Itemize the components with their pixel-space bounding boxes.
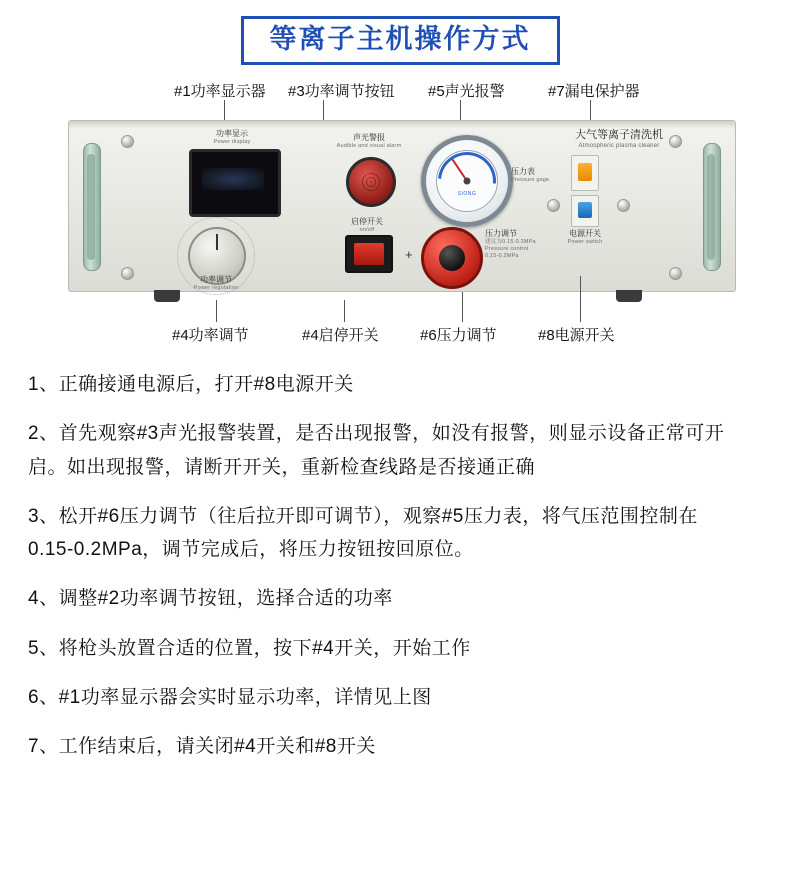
label-power-switch <box>555 229 615 246</box>
machine-brand-en: Atmospheric plasma cleaner <box>578 142 660 149</box>
step-text: 松开#6压力调节（往后拉开即可调节），观察#5压力表，将气压范围控制在 <box>58 505 698 527</box>
label-power-switch-cn: 电源开关 <box>569 229 601 238</box>
step-text: #1功率显示器会实时显示功率，详情见上图 <box>58 686 432 708</box>
machine-foot <box>154 290 180 302</box>
leader-line-8 <box>580 276 581 322</box>
leader-line-6 <box>462 292 463 322</box>
step-item <box>28 730 780 763</box>
start-stop-switch[interactable] <box>345 235 393 273</box>
callout-leakage-protector: #7漏电保护器 <box>548 83 640 100</box>
instruction-steps <box>28 368 780 779</box>
step-item <box>28 582 780 615</box>
callout-power-knob: #3功率调节按钮 <box>288 83 395 100</box>
label-power-regulation-cn: 功率调节 <box>200 275 232 284</box>
gauge-hub <box>464 178 471 185</box>
callout-alarm: #5声光报警 <box>428 83 505 100</box>
machine-foot <box>616 290 642 302</box>
callout-start-stop: #4启停开关 <box>302 327 379 344</box>
step-text-line2: 0.15-0.2MPa，调节完成后，将压力按钮按回原位。 <box>28 539 474 560</box>
label-alarm-cn: 声光警报 <box>353 133 385 142</box>
leakage-protector[interactable] <box>571 155 599 191</box>
pressure-gauge <box>421 135 513 227</box>
step-item <box>28 500 780 567</box>
callout-power-regulation: #4功率调节 <box>172 327 249 344</box>
callout-power-display: #1功率显示器 <box>174 83 266 100</box>
gauge-brand-label: SIONG <box>457 190 477 197</box>
display-glow <box>202 168 264 190</box>
label-power-display-cn: 功率显示 <box>216 129 248 138</box>
handle-left <box>83 143 101 271</box>
power-switch[interactable] <box>571 195 599 227</box>
power-switch-toggle[interactable] <box>578 202 592 218</box>
label-alarm-en: Audible and visual alarm <box>336 143 402 149</box>
chassis-top-edge <box>69 121 735 128</box>
screw-icon <box>121 135 134 148</box>
label-power-regulation <box>179 275 253 292</box>
screw-icon <box>121 267 134 280</box>
screw-icon <box>617 199 630 212</box>
title-container <box>0 16 800 65</box>
callout-power-switch: #8电源开关 <box>538 327 615 344</box>
step-text: 正确接通电源后，打开#8电源开关 <box>58 374 354 395</box>
leader-line-4power <box>216 300 217 322</box>
step-text: 将枪头放置合适的位置，按下#4开关，开始工作 <box>58 637 471 659</box>
machine-chassis <box>68 120 736 292</box>
label-power-switch-en: Power switch <box>567 239 603 245</box>
label-start-stop-en: on/off <box>359 227 375 233</box>
machine-brand <box>539 129 699 150</box>
label-pressure-gauge-cn: 压力表 <box>511 167 535 176</box>
label-start-stop <box>331 217 403 234</box>
step-number: 5、 <box>28 637 59 659</box>
label-power-display-en: Power display <box>213 139 251 145</box>
label-alarm <box>321 133 417 150</box>
step-item <box>28 681 780 714</box>
step-item <box>28 417 780 484</box>
machine-illustration <box>68 120 734 302</box>
handle-inner <box>707 154 715 260</box>
screw-icon <box>669 267 682 280</box>
label-start-stop-cn: 启停开关 <box>351 217 383 226</box>
step-number: 6、 <box>28 686 59 708</box>
step-text-line2: 启。如出现报警，请断开开关，重新检查线路是否接通正确 <box>28 456 536 478</box>
label-power-regulation-en: Power regulation <box>193 285 239 291</box>
screw-icon <box>547 199 560 212</box>
step-item <box>28 368 780 401</box>
leader-line-4switch <box>344 300 345 322</box>
label-pressure-gauge-en: Pressure gage <box>511 177 550 183</box>
step-number: 2、 <box>28 423 59 445</box>
step-text: 工作结束后，请关闭#4开关和#8开关 <box>58 736 376 757</box>
step-number: 3、 <box>28 505 59 527</box>
machine-brand-cn: 大气等离子清洗机 <box>575 129 663 141</box>
label-pressure-control-range: 0.15-0.2MPa <box>485 252 519 259</box>
callout-pressure-control: #6压力调节 <box>420 327 497 344</box>
label-pressure-gauge <box>511 167 573 184</box>
pressure-control-knob[interactable] <box>421 227 483 289</box>
step-text: 调整#2功率调节按钮，选择合适的功率 <box>58 588 393 610</box>
step-number: 7、 <box>28 736 59 757</box>
leakage-protector-toggle[interactable] <box>578 163 592 181</box>
power-display-screen <box>189 149 281 217</box>
audible-visual-alarm <box>346 157 396 207</box>
step-item <box>28 632 780 665</box>
handle-right <box>703 143 721 271</box>
label-pressure-control-cn: 压力调节 <box>485 229 517 238</box>
step-text: 首先观察#3声光报警装置，是否出现报警，如没有报警，则显示设备正常可开 <box>58 423 725 445</box>
step-number: 4、 <box>28 588 59 610</box>
label-pressure-control-en: Pressure control <box>485 245 529 252</box>
rocker-inner <box>354 243 384 265</box>
page-title: 等离子主机操作方式 <box>241 16 560 65</box>
alarm-grill-icon <box>359 170 383 194</box>
label-pressure-control-note: 建议为0.15-0.2MPa <box>485 239 536 245</box>
step-number: 1、 <box>28 374 59 395</box>
plus-marker: + <box>405 247 413 262</box>
label-power-display <box>189 129 275 146</box>
handle-inner <box>87 154 95 260</box>
